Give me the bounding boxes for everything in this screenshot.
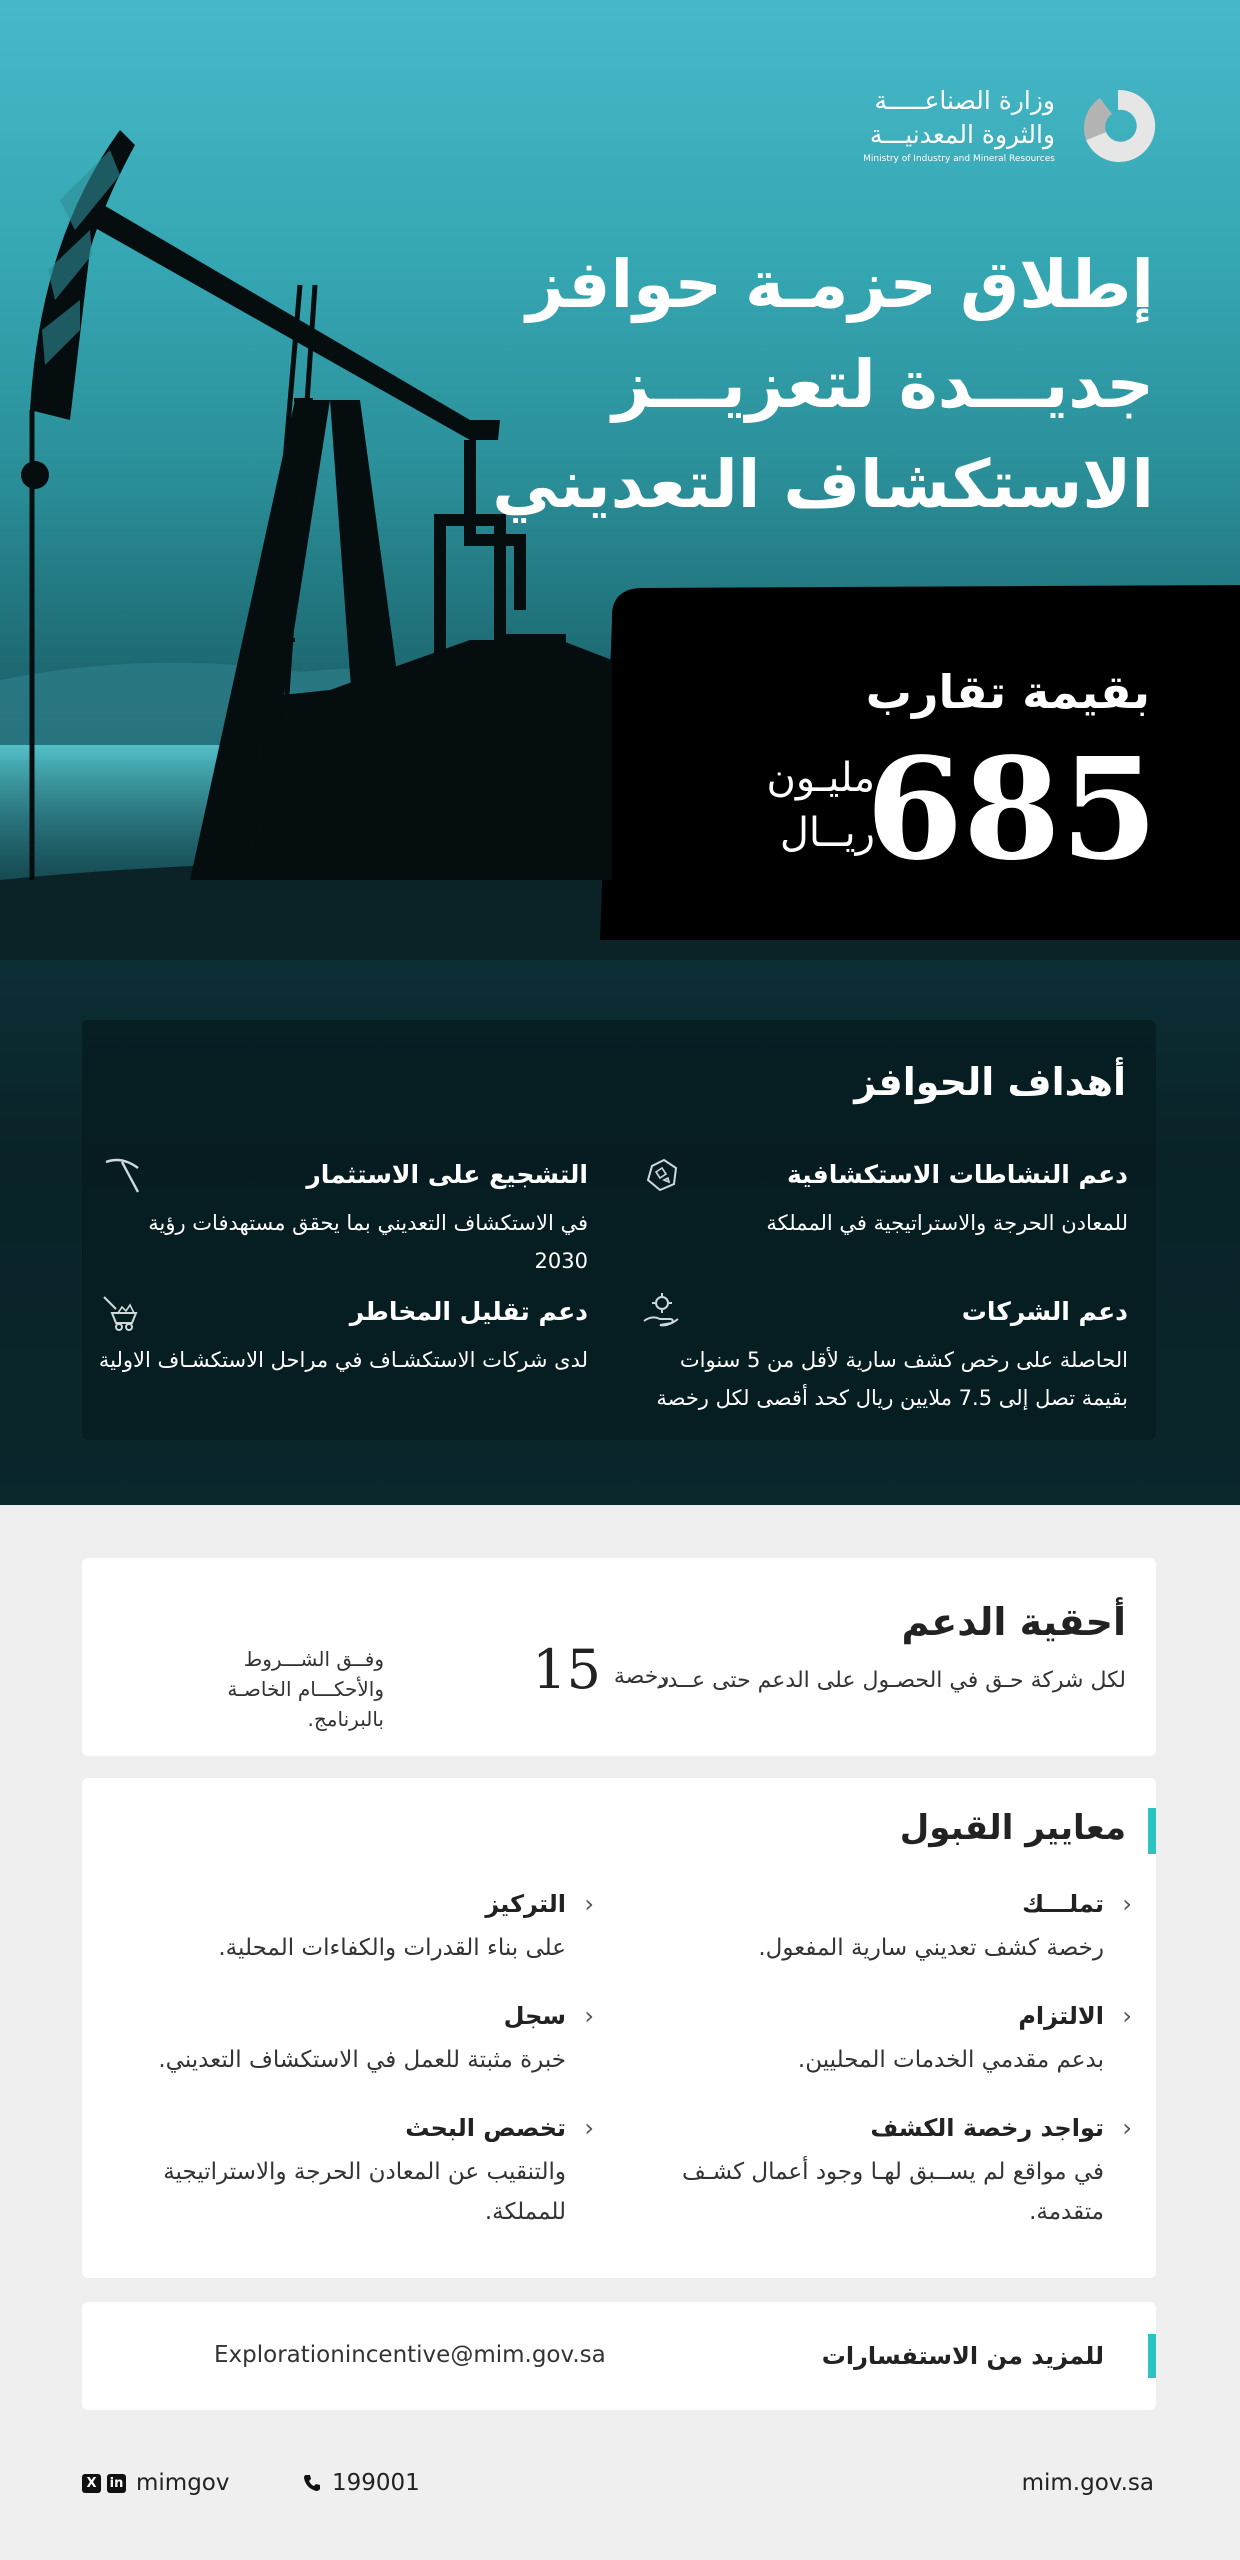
goal-desc: للمعادن الحرجة والاستراتيجية في المملكة [766,1211,1128,1235]
acceptance-criteria-card [82,1778,1156,2278]
contact-email-link[interactable]: Explorationincentive@mim.gov.sa [214,2342,606,2368]
criteria-item-title: سجل [503,2002,566,2030]
goal-title: دعم النشاطات الاستكشافية [786,1160,1128,1189]
value-panel [600,585,1240,945]
chevron-left-icon: ‹ [584,2114,594,2142]
ministry-logo [860,80,1160,170]
headline [492,235,1154,535]
value-unit-million: مليـون [766,755,875,801]
accent-bar [1148,1808,1156,1854]
headline-line-2: جديـــدة لتعزيـــز [612,346,1154,423]
license-count-unit: رخصة [613,1664,669,1689]
criteria-item-title: تخصص البحث [405,2114,566,2142]
social-handle: mimgov [136,2470,230,2496]
support-condition: وفــق الشـــروط والأحكـــام الخاصـة بالبرنامج. [227,1647,384,1731]
goal-desc: الحاصلة على رخص كشف سارية لأقل من 5 سنوات بقيمة تصل إلى 7.5 ملايين ريال كحد أقصى لكل رخصة [656,1348,1128,1410]
criteria-item-desc: خبرة مثبتة للعمل في الاستكشاف التعديني. [158,2047,566,2073]
accent-bar [1148,2334,1156,2378]
value-unit-riyal: ريــال [779,810,875,856]
ministry-name-ar-line2: والثروة المعدنيـــة [869,120,1055,149]
footer [82,2460,1156,2510]
social-links[interactable] [82,2470,229,2496]
ore-rock-icon [638,1152,684,1198]
contact-card [82,2302,1156,2410]
license-count: 15 [532,1638,601,1701]
value-prefix: بقيمة تقارب [865,665,1150,719]
criteria-item-title: تواجد رخصة الكشف [870,2114,1104,2142]
value-amount: 685 [865,728,1158,892]
gear-hand-icon [638,1289,684,1335]
goals-title: أهداف الحوافز [854,1060,1126,1104]
criteria-item-title: التركيز [485,1890,566,1918]
ministry-emblem-icon [1076,84,1160,168]
website-link[interactable]: mim.gov.sa [1021,2470,1154,2496]
chevron-left-icon: ‹ [1122,2002,1132,2030]
criteria-item-desc: والتنقيب عن المعادن الحرجة والاستراتيجية للمملكة. [163,2159,566,2225]
goal-title: دعم الشركات [961,1297,1128,1326]
contact-label: للمزيد من الاستفسارات [821,2342,1104,2370]
phone-number: 199001 [332,2470,420,2496]
headline-line-1: إطلاق حزمـة حوافز [526,246,1154,323]
support-title: أحقية الدعم [901,1600,1126,1644]
criteria-item-title: تملـــك [1022,1890,1104,1918]
pickaxe-icon [98,1152,144,1198]
support-eligibility-card [82,1558,1156,1756]
x-icon[interactable]: X [82,2474,101,2493]
goal-desc: في الاستكشاف التعديني بما يحقق مستهدفات رؤية 2030 [148,1211,588,1273]
ministry-name-ar-line1: وزارة الصناعـــــة [874,86,1055,115]
linkedin-icon[interactable]: in [107,2474,126,2493]
goal-title: دعم تقليل المخاطر [349,1297,588,1326]
chevron-left-icon: ‹ [584,2002,594,2030]
criteria-item-desc: بدعم مقدمي الخدمات المحليين. [797,2047,1104,2073]
chevron-left-icon: ‹ [584,1890,594,1918]
criteria-item-desc: في مواقع لم يســبق لهـا وجود أعمال كشـف متقدمة. [682,2159,1104,2225]
chevron-left-icon: ‹ [1122,1890,1132,1918]
criteria-title: معايير القبول [899,1808,1126,1848]
phone-link[interactable] [302,2470,420,2496]
criteria-item-desc: على بناء القدرات والكفاءات المحلية. [218,1935,566,1961]
mining-cart-icon [98,1289,144,1335]
phone-icon [302,2473,322,2493]
goal-title: التشجيع على الاستثمار [306,1160,588,1189]
chevron-left-icon: ‹ [1122,2114,1132,2142]
ministry-name-en: Ministry of Industry and Mineral Resources [863,154,1055,164]
criteria-item-title: الالتزام [1018,2002,1104,2030]
headline-line-3: الاستكشاف التعديني [492,446,1154,523]
support-desc: لكل شركة حـق في الحصـول على الدعم حتى عــدد [657,1668,1126,1693]
goal-desc: لدى شركات الاستكشـاف في مراحل الاستكشـاف الاولية [98,1348,588,1372]
criteria-item-desc: رخصة كشف تعديني سارية المفعول. [758,1935,1104,1961]
goals-panel [82,1020,1156,1440]
